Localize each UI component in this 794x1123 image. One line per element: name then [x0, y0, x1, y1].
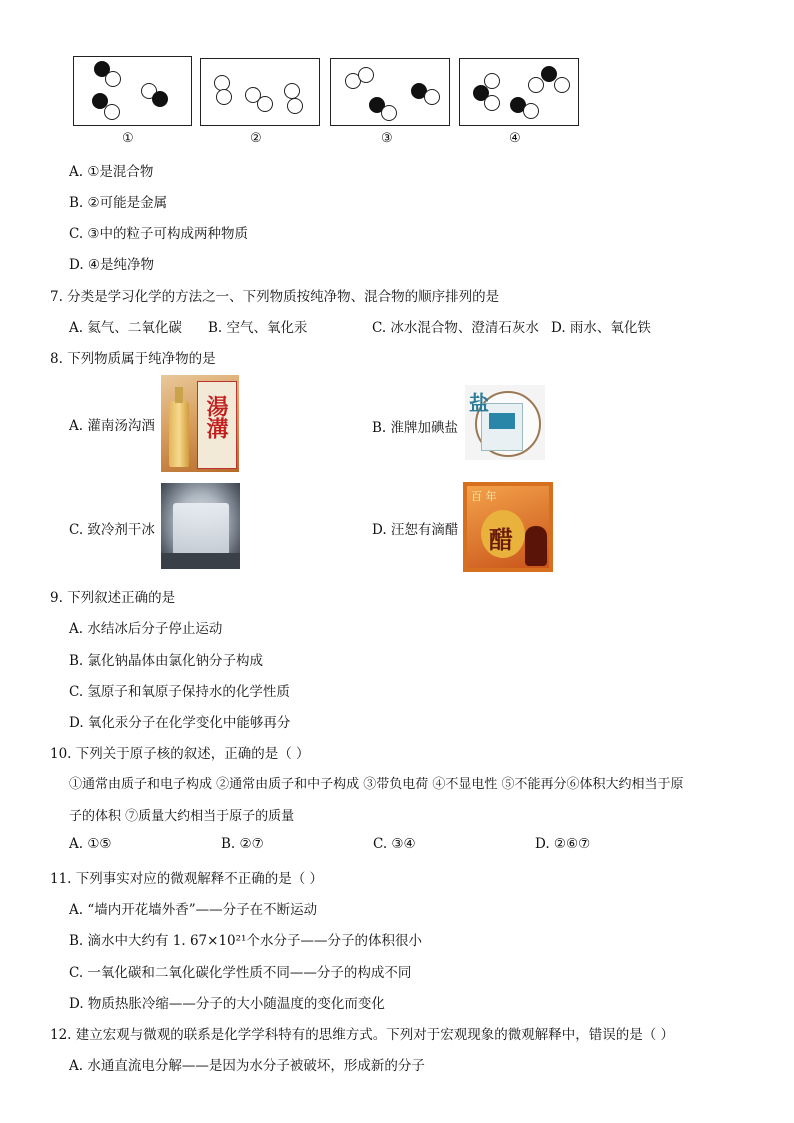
q9-option-d: D. 氧化汞分子在化学变化中能够再分: [69, 715, 291, 731]
q8-option-c: C. 致冷剂干冰: [69, 522, 155, 538]
q10-stem: 10. 下列关于原子核的叙述，正确的是（ ）: [50, 746, 310, 762]
q12-stem: 12. 建立宏观与微观的联系是化学学科特有的思维方式。下列对于宏观现象的微观解释中，错误的是（ ）: [50, 1027, 675, 1043]
q7-option-a: A. 氦气、二氧化碳: [69, 320, 182, 336]
q6-option-b: B. ②可能是金属: [69, 195, 168, 211]
diagram-label-3: ③: [381, 131, 393, 146]
q12-option-a: A. 水通直流电分解——是因为水分子被破坏，形成新的分子: [69, 1058, 425, 1074]
q11-option-a: A. “墙内开花墙外香”——分子在不断运动: [69, 902, 318, 918]
q6-option-d: D. ④是纯净物: [69, 257, 155, 273]
salt-product-image: [465, 385, 545, 460]
white-atom: [358, 67, 374, 83]
q10-option-a: A. ①⑤: [69, 836, 112, 852]
q11-stem: 11. 下列事实对应的微观解释不正确的是（ ）: [50, 871, 324, 887]
q11-option-d: D. 物质热胀冷缩——分子的大小随温度的变化而变化: [69, 996, 385, 1012]
vinegar-bottle: [525, 526, 547, 566]
diagram-box-4: [459, 58, 579, 126]
white-atom: [257, 96, 273, 112]
diagram-box-3: [330, 58, 450, 126]
dry-ice-image: [161, 483, 240, 569]
q7-option-d: D. 雨水、氧化铁: [551, 320, 651, 336]
white-atom: [554, 77, 570, 93]
q7-stem: 7. 分类是学习化学的方法之一、下列物质按纯净物、混合物的顺序排列的是: [50, 289, 500, 305]
q8-option-b: B. 淮牌加碘盐: [372, 420, 459, 436]
white-atom: [287, 98, 303, 114]
white-atom: [424, 89, 440, 105]
q10-option-c: C. ③④: [373, 836, 416, 852]
white-atom: [105, 71, 121, 87]
white-atom: [484, 95, 500, 111]
q11-option-b: B. 滴水中大约有 1. 67×10²¹个水分子——分子的体积很小: [69, 933, 422, 949]
vinegar-label-text: 醋: [489, 525, 513, 554]
liquor-bottle: [169, 401, 189, 467]
diagram-label-4: ④: [509, 131, 521, 146]
white-atom: [523, 103, 539, 119]
q7-option-c: C. 冰水混合物、澄清石灰水: [372, 320, 539, 336]
q7-option-b: B. 空气、氧化汞: [208, 320, 308, 336]
diagram-label-1: ①: [122, 131, 134, 146]
q6-option-c: C. ③中的粒子可构成两种物质: [69, 226, 249, 242]
q10-statement-line-1: ①通常由质子和电子构成 ②通常由质子和中子构成 ③带负电荷 ④不显电性 ⑤不能再分⑥体积大约相当于原: [69, 777, 684, 792]
black-atom: [152, 91, 168, 107]
q6-option-a: A. ①是混合物: [69, 164, 154, 180]
white-atom: [216, 89, 232, 105]
q9-option-c: C. 氢原子和氧原子保持水的化学性质: [69, 684, 290, 700]
q8-option-a: A. 灌南汤沟酒: [69, 418, 155, 434]
vinegar-product-image: [463, 482, 553, 572]
diagram-box-2: [200, 58, 320, 126]
liquor-product-image: [161, 375, 239, 472]
q8-stem: 8. 下列物质属于纯净物的是: [50, 351, 216, 367]
white-atom: [284, 83, 300, 99]
q9-stem: 9. 下列叙述正确的是: [50, 590, 176, 606]
q10-statement-line-2: 子的体积 ⑦质量大约相当于原子的质量: [69, 809, 295, 824]
salt-label-text: 盐: [469, 391, 489, 415]
q8-option-d: D. 汪恕有滴醋: [372, 522, 459, 538]
diagram-label-2: ②: [250, 131, 262, 146]
white-atom: [381, 105, 397, 121]
q10-option-d: D. ②⑥⑦: [535, 836, 591, 852]
diagram-box-1: [73, 56, 192, 126]
white-atom: [104, 104, 120, 120]
q9-option-a: A. 水结冰后分子停止运动: [69, 621, 223, 637]
q9-option-b: B. 氯化钠晶体由氯化钠分子构成: [69, 653, 264, 669]
q11-option-c: C. 一氧化碳和二氧化碳化学性质不同——分子的构成不同: [69, 965, 412, 981]
q10-option-b: B. ②⑦: [221, 836, 264, 852]
liquor-label-text: 湯溝: [203, 395, 229, 439]
white-atom: [528, 77, 544, 93]
vinegar-small-text: 百 年: [471, 490, 497, 503]
